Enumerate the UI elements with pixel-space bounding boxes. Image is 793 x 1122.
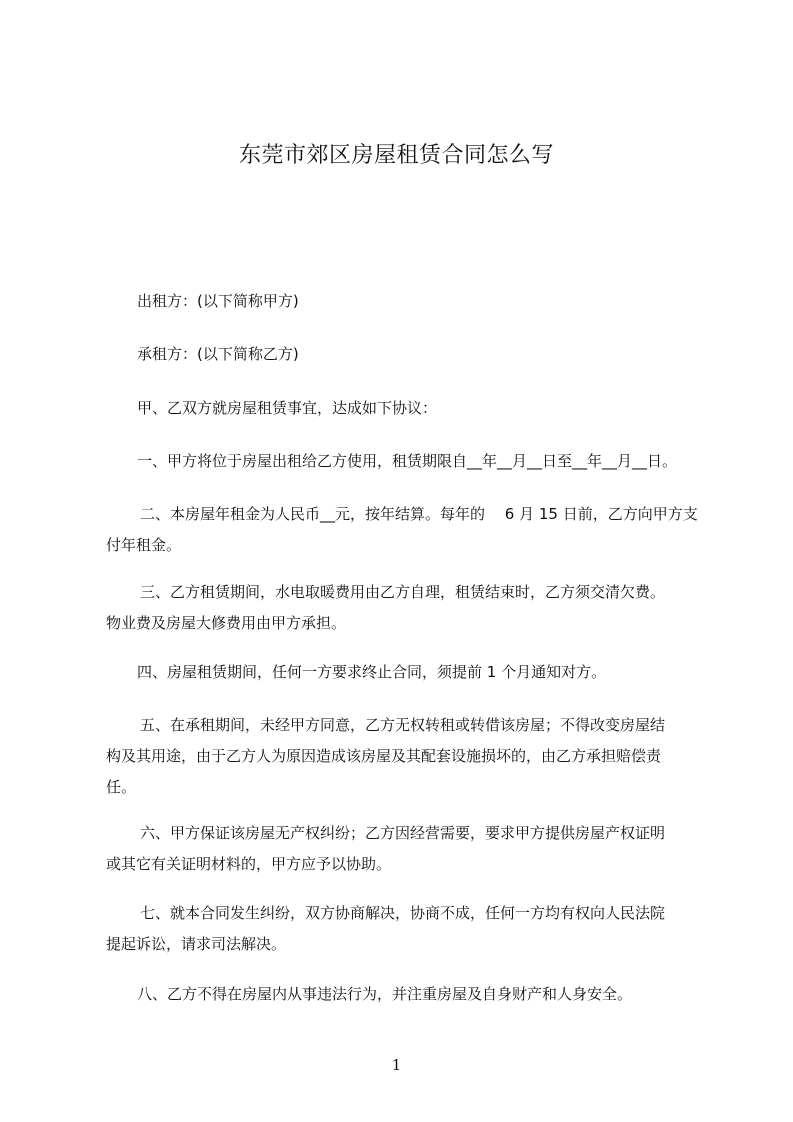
clause-preamble bbox=[137, 393, 437, 424]
clause-3 bbox=[106, 577, 666, 639]
clause-4 bbox=[137, 657, 606, 688]
paragraph-line: 二、本房屋年租金为人民币__元，按年结算。每年的 6 月 15 日前，乙方向甲方支 bbox=[140, 505, 698, 523]
paragraph-line: 六、甲方保证该房屋无产权纠纷；乙方因经营需要，要求甲方提供房屋产权证明 bbox=[140, 824, 666, 842]
paragraph-line: 付年租金。 bbox=[106, 536, 182, 554]
paragraph-line: 提起诉讼，请求司法解决。 bbox=[106, 935, 287, 953]
paragraph-line: 七、就本合同发生纠纷，双方协商解决，协商不成，任何一方均有权向人民法院 bbox=[140, 904, 666, 922]
paragraph-line: 构及其用途，由于乙方人为原因造成该房屋及其配套设施损坏的，由乙方承担赔偿责 bbox=[106, 747, 662, 765]
paragraph-line: 甲、乙双方就房屋租赁事宜，达成如下协议： bbox=[137, 399, 438, 417]
document-title: 东莞市郊区房屋租赁合同怎么写 bbox=[238, 143, 554, 168]
clause-7 bbox=[106, 898, 666, 960]
paragraph-line: 物业费及房屋大修费用由甲方承担。 bbox=[106, 614, 347, 632]
paragraph-line: 任。 bbox=[106, 778, 137, 796]
paragraph-line: 八、乙方不得在房屋内从事违法行为，并注重房屋及自身财产和人身安全。 bbox=[137, 985, 633, 1003]
clause-lessee bbox=[137, 339, 299, 370]
clause-lessor bbox=[137, 286, 299, 317]
paragraph-line: 一、甲方将位于房屋出租给乙方使用，租赁期限自__年__月__日至__年__月__日。 bbox=[137, 452, 678, 470]
paragraph-line: 四、房屋租赁期间，任何一方要求终止合同，须提前 1 个月通知对方。 bbox=[137, 663, 607, 681]
clause-5 bbox=[106, 710, 666, 803]
clause-8 bbox=[137, 979, 632, 1010]
paragraph-line: 五、在承租期间，未经甲方同意，乙方无权转租或转借该房屋；不得改变房屋结 bbox=[140, 716, 666, 734]
clause-2 bbox=[106, 499, 698, 561]
paragraph-line: 三、乙方租赁期间，水电取暖费用由乙方自理，租赁结束时，乙方须交清欠费。 bbox=[140, 583, 666, 601]
page-number: 1 bbox=[391, 1056, 402, 1074]
paragraph-line: 承租方：(以下简称乙方) bbox=[137, 345, 299, 363]
clause-6 bbox=[106, 818, 666, 880]
clause-1 bbox=[137, 446, 677, 477]
paragraph-line: 出租方：(以下简称甲方) bbox=[137, 292, 299, 310]
paragraph-line: 或其它有关证明材料的，甲方应予以协助。 bbox=[106, 855, 392, 873]
